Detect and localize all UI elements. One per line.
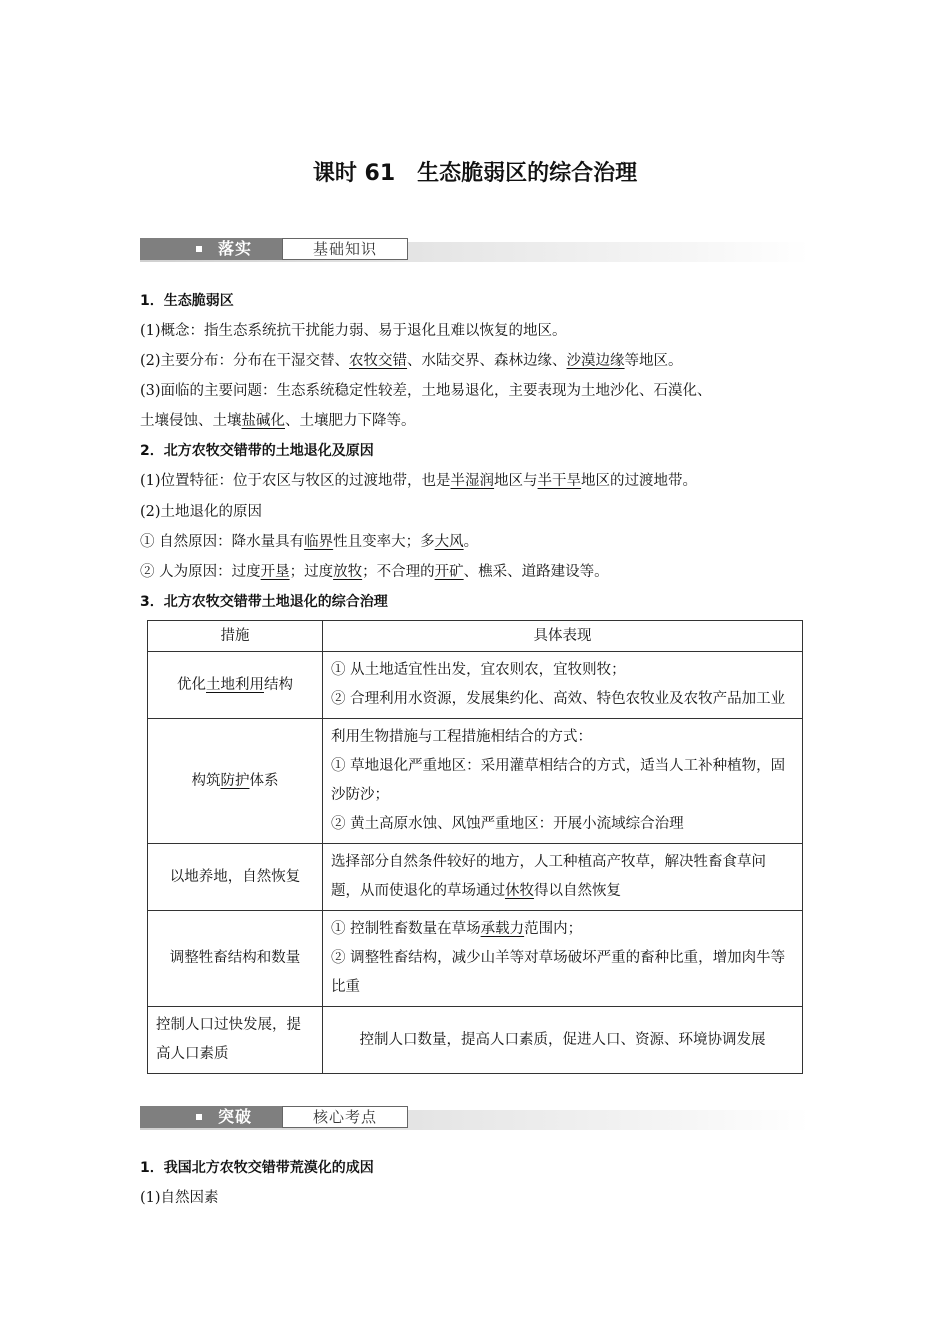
measure-cell: 调整牲畜结构和数量 [148,911,323,1007]
para-human: ② 人为原因：过度开垦；过度放牧；不合理的开矿、樵采、道路建设等。 [140,564,609,580]
banner-box-label: 基础知识 [282,238,408,260]
detail-cell: ① 从土地适宜性出发，宜农则农，宜牧则牧； ② 合理利用水资源，发展集约化、高效、特色农牧业及农牧产品加工业 [323,652,803,719]
col-header-details: 具体表现 [323,621,803,652]
para-natural: ① 自然原因：降水量具有临界性且变率大；多大风。 [140,534,479,550]
para-distribution: (2)主要分布：分布在干湿交替、农牧交错、水陆交界、森林边缘、沙漠边缘等地区。 [140,353,683,369]
section-banner-core [140,1106,810,1128]
measure-cell: 以地养地，自然恢复 [148,844,323,911]
banner-box-label: 核心考点 [282,1106,408,1128]
banner-dark-label [140,1106,282,1128]
para-concept: (1)概念：指生态系统抗干扰能力弱、易于退化且难以恢复的地区。 [140,323,567,339]
table-row [148,1007,803,1074]
para-location: (1)位置特征：位于农区与牧区的过渡地带，也是半湿润地区与半干旱地区的过渡地带。 [140,473,698,489]
page-title: 课时 61 生态脆弱区的综合治理 [312,161,638,186]
table-row [148,652,803,719]
para-causes: (2)土地退化的原因 [140,504,263,520]
heading-2: 2．北方农牧交错带的土地退化及原因 [140,443,374,459]
measure-cell: 构筑防护体系 [148,719,323,844]
table-row [148,719,803,844]
measure-cell: 优化土地利用结构 [148,652,323,719]
detail-cell: ① 控制牲畜数量在草场承载力范围内； ② 调整牲畜结构，减少山羊等对草场破坏严重的畜种比重，增加肉牛等比重 [323,911,803,1007]
banner-dark-text: 落实 [218,239,253,258]
banner-dark-label [140,238,282,260]
para-natural-factors: (1)自然因素 [140,1190,219,1206]
table-row [148,844,803,911]
measure-cell: 控制人口过快发展，提高人口素质 [148,1007,323,1074]
section-banner-basics [140,238,810,260]
square-bullet-icon [196,246,202,252]
heading-3: 3．北方农牧交错带土地退化的综合治理 [140,594,388,610]
table-row [148,911,803,1007]
heading-core-1: 1．我国北方农牧交错带荒漠化的成因 [140,1160,374,1176]
square-bullet-icon [196,1114,202,1120]
banner-dark-text: 突破 [218,1107,253,1126]
detail-cell: 选择部分自然条件较好的地方，人工种植高产牧草，解决牲畜食草问题，从而使退化的草场通过休牧得以自然恢复 [323,844,803,911]
detail-cell: 利用生物措施与工程措施相结合的方式： ① 草地退化严重地区：采用灌草相结合的方式，适当人工补种植物，固沙防沙； ② 黄土高原水蚀、风蚀严重地区：开展小流域综合治理 [323,719,803,844]
para-problems-cont: 土壤侵蚀、土壤盐碱化、土壤肥力下降等。 [140,413,416,429]
detail-cell: 控制人口数量，提高人口素质，促进人口、资源、环境协调发展 [323,1007,803,1074]
heading-1: 1．生态脆弱区 [140,293,234,309]
para-problems: (3)面临的主要问题：生态系统稳定性较差，土地易退化，主要表现为土地沙化、石漠化、 [140,383,712,399]
col-header-measures: 措施 [148,621,323,652]
measures-table [147,620,803,1074]
table-header-row [148,621,803,652]
